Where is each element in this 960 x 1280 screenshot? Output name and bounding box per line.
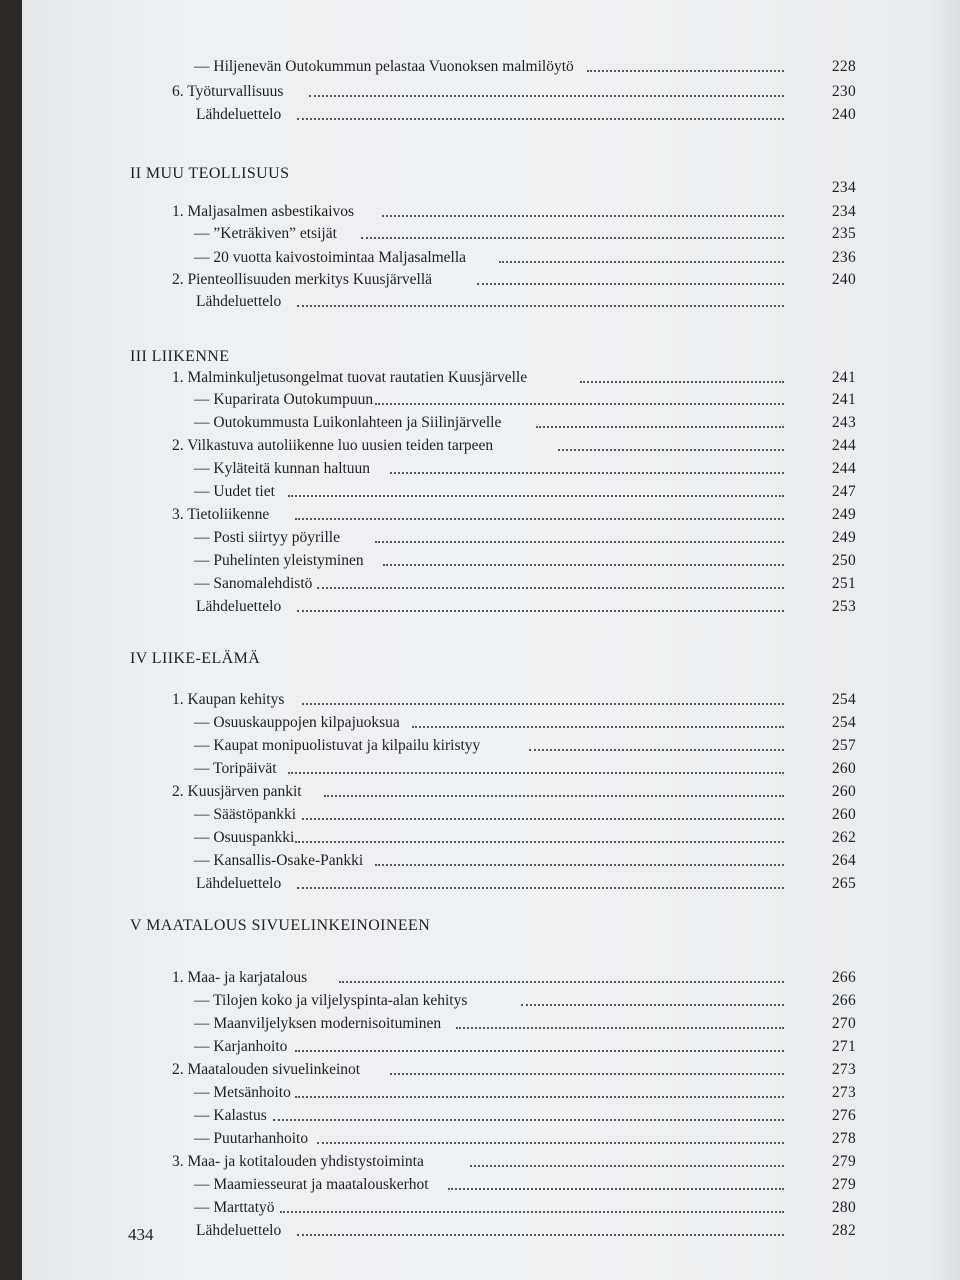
page-ref: 279 (831, 1176, 856, 1193)
dot-leader (297, 118, 784, 120)
toc-entry (22, 503, 960, 527)
table-of-contents (22, 0, 960, 1280)
dot-leader (309, 95, 784, 97)
dot-leader (536, 426, 784, 428)
dot-leader (297, 887, 784, 889)
toc-entry (22, 200, 960, 224)
page-ref: 278 (831, 1130, 856, 1147)
toc-entry (22, 549, 960, 573)
page-ref: 244 (831, 437, 856, 454)
toc-entry (22, 1127, 960, 1151)
dot-leader (297, 610, 784, 612)
toc-entry-label: Lähdeluettelo (196, 1222, 282, 1239)
page-ref: 236 (831, 249, 856, 266)
toc-entry (22, 688, 960, 712)
page-ref: 253 (831, 598, 856, 615)
toc-entry-label: Lähdeluettelo (196, 293, 282, 310)
page-ref: 271 (831, 1038, 856, 1055)
toc-subentry-label: — Marttatyö (194, 1199, 275, 1216)
page-number: 434 (128, 1225, 154, 1244)
toc-entry (22, 480, 960, 504)
page-ref: 244 (831, 460, 856, 477)
toc-entry-label: 3. Tietoliikenne (172, 506, 270, 523)
page-ref: 243 (831, 414, 856, 431)
dot-leader (317, 587, 784, 589)
toc-entry (22, 388, 960, 412)
toc-entry (22, 1035, 960, 1059)
page-ref: 250 (831, 552, 856, 569)
dot-leader (375, 541, 784, 543)
section-heading: V MAATALOUS SIVUELINKEINOINEEN (130, 917, 431, 934)
toc-entry-label: 3. Maa- ja kotitalouden yhdistystoiminta (172, 1153, 424, 1170)
dot-leader (375, 403, 784, 405)
toc-subentry-label: — Hiljenevän Outokummun pelastaa Vuonoksen malmilöytö (194, 58, 574, 75)
toc-entry (22, 1173, 960, 1197)
toc-entry (22, 757, 960, 781)
toc-entry (22, 268, 960, 292)
toc-subentry-label: — Kaupat monipuolistuvat ja kilpailu kiristyy (194, 737, 481, 754)
toc-entry (22, 222, 960, 246)
toc-subentry-label: — Säästöpankki (194, 806, 297, 823)
page-ref: 266 (831, 992, 856, 1009)
page-ref: 249 (831, 529, 856, 546)
dot-leader (470, 1165, 784, 1167)
page-ref: 265 (831, 875, 856, 892)
dot-leader (295, 841, 784, 843)
dot-leader (587, 70, 784, 72)
toc-entry (22, 966, 960, 990)
page-ref: 240 (831, 271, 856, 288)
toc-subentry-label: — Kuparirata Outokumpuun (194, 391, 374, 408)
page-ref: 279 (831, 1153, 856, 1170)
toc-entry-label: 2. Kuusjärven pankit (172, 783, 302, 800)
dot-leader (324, 795, 784, 797)
toc-subentry-label: — Maanviljelyksen modernisoituminen (194, 1015, 442, 1032)
dot-leader (383, 564, 785, 566)
toc-entry (22, 55, 960, 79)
dot-leader (390, 472, 784, 474)
toc-subentry-label: — Puutarhanhoito (194, 1130, 309, 1147)
toc-subentry-label: — Osuuskauppojen kilpajuoksua (194, 714, 400, 731)
page-ref: 254 (831, 691, 856, 708)
toc-entry (22, 1104, 960, 1128)
toc-entry (22, 803, 960, 827)
dot-leader (295, 518, 784, 520)
page-ref: 260 (831, 783, 856, 800)
toc-entry (22, 572, 960, 596)
toc-entry-label: Lähdeluettelo (196, 875, 282, 892)
page-ref: 260 (831, 760, 856, 777)
page-ref: 230 (831, 83, 856, 100)
toc-entry-label: 1. Maa- ja karjatalous (172, 969, 308, 986)
dot-leader (295, 1096, 784, 1098)
toc-subentry-label: — Sanomalehdistö (194, 575, 313, 592)
toc-subentry-label: — Uudet tiet (194, 483, 275, 500)
toc-subentry-label: — Osuuspankki (194, 829, 295, 846)
dot-leader (273, 1119, 784, 1121)
toc-entry (22, 1081, 960, 1105)
toc-entry-label: Lähdeluettelo (196, 598, 282, 615)
page-ref: 257 (831, 737, 856, 754)
page-ref: 273 (831, 1084, 856, 1101)
toc-entry (22, 1058, 960, 1082)
dot-leader (448, 1188, 784, 1190)
dot-leader (302, 818, 784, 820)
toc-subentry-label: — Puhelinten yleistyminen (194, 552, 364, 569)
page-edge-shadow (930, 0, 960, 1280)
dot-leader (521, 1004, 784, 1006)
dot-leader (412, 726, 784, 728)
dot-leader (456, 1027, 785, 1029)
toc-subentry-label: — Posti siirtyy pöyrille (194, 529, 340, 546)
toc-entry-label: 2. Vilkastuva autoliikenne luo uusien teiden tarpeen (172, 437, 494, 454)
toc-entry (22, 734, 960, 758)
toc-entry (22, 80, 960, 104)
dot-leader (382, 215, 784, 217)
page-ref: 264 (831, 852, 856, 869)
toc-entry (22, 780, 960, 804)
toc-entry (22, 434, 960, 458)
toc-entry-label: Lähdeluettelo (196, 106, 282, 123)
toc-entry (22, 176, 960, 200)
page-ref: 234 (831, 203, 856, 220)
page-ref: 235 (831, 225, 856, 242)
toc-subentry-label: — Kalastus (194, 1107, 267, 1124)
dot-leader (302, 703, 784, 705)
toc-subentry-label: — ”Keträkiven” etsijät (194, 225, 337, 242)
toc-entry (22, 711, 960, 735)
toc-subentry-label: — 20 vuotta kaivostoimintaa Maljasalmella (194, 249, 467, 266)
toc-entry (22, 989, 960, 1013)
page-ref: 247 (831, 483, 856, 500)
page-ref: 270 (831, 1015, 856, 1032)
section-heading: IV LIIKE-ELÄMÄ (130, 650, 261, 667)
dot-leader (297, 1234, 784, 1236)
dot-leader (499, 261, 784, 263)
page-ref: 241 (831, 369, 856, 386)
section-heading: II MUU TEOLLISUUS (130, 165, 290, 182)
dot-leader (390, 1073, 784, 1075)
toc-entry (22, 595, 960, 619)
toc-entry (22, 1196, 960, 1220)
toc-entry (22, 872, 960, 896)
dot-leader (295, 1050, 784, 1052)
dot-leader (558, 449, 784, 451)
page-ref: 234 (831, 179, 856, 196)
toc-entry-label: 1. Maljasalmen asbestikaivos (172, 203, 355, 220)
toc-entry-label: 2. Pienteollisuuden merkitys Kuusjärvellä (172, 271, 433, 288)
dot-leader (280, 1211, 784, 1213)
toc-subentry-label: — Outokummusta Luikonlahteen ja Siilinjärvelle (194, 414, 502, 431)
toc-entry (22, 826, 960, 850)
dot-leader (288, 495, 784, 497)
section-heading: III LIIKENNE (130, 348, 230, 365)
dot-leader (477, 283, 784, 285)
dot-leader (529, 749, 785, 751)
toc-entry (22, 1150, 960, 1174)
dot-leader (339, 981, 784, 983)
toc-entry (22, 411, 960, 435)
dot-leader (317, 1142, 784, 1144)
page-ref: 249 (831, 506, 856, 523)
dot-leader (361, 237, 784, 239)
toc-entry-label: 1. Kaupan kehitys (172, 691, 285, 708)
toc-subentry-label: — Maamiesseurat ja maatalouskerhot (194, 1176, 429, 1193)
toc-entry-label: 6. Työturvallisuus (172, 83, 284, 100)
toc-entry-label: 1. Malminkuljetusongelmat tuovat rautatien Kuusjärvelle (172, 369, 528, 386)
toc-entry (22, 526, 960, 550)
toc-entry-label: 2. Maatalouden sivuelinkeinot (172, 1061, 361, 1078)
page-ref: 254 (831, 714, 856, 731)
toc-subentry-label: — Karjanhoito (194, 1038, 288, 1055)
toc-entry (22, 246, 960, 270)
dot-leader (297, 305, 784, 307)
page-ref: 280 (831, 1199, 856, 1216)
toc-entry (22, 290, 960, 314)
page-ref: 282 (831, 1222, 856, 1239)
page-ref: 273 (831, 1061, 856, 1078)
toc-subentry-label: — Tilojen koko ja viljelyspinta-alan kehitys (194, 992, 468, 1009)
page-ref: 240 (831, 106, 856, 123)
toc-subentry-label: — Toripäivät (194, 760, 277, 777)
page-ref: 228 (831, 58, 856, 75)
page-ref: 262 (831, 829, 856, 846)
page-ref: 241 (831, 391, 856, 408)
toc-entry (22, 457, 960, 481)
toc-entry (22, 366, 960, 390)
toc-entry (22, 1012, 960, 1036)
page-ref: 276 (831, 1107, 856, 1124)
book-page (22, 0, 960, 1280)
page-ref: 251 (831, 575, 856, 592)
toc-entry (22, 1219, 960, 1243)
toc-subentry-label: — Kansallis-Osake-Pankki (194, 852, 364, 869)
toc-entry (22, 103, 960, 127)
dot-leader (375, 864, 784, 866)
page-ref: 266 (831, 969, 856, 986)
toc-subentry-label: — Kyläteitä kunnan haltuun (194, 460, 371, 477)
toc-subentry-label: — Metsänhoito (194, 1084, 291, 1101)
dot-leader (288, 772, 784, 774)
page-ref: 260 (831, 806, 856, 823)
toc-entry (22, 849, 960, 873)
dot-leader (580, 381, 785, 383)
